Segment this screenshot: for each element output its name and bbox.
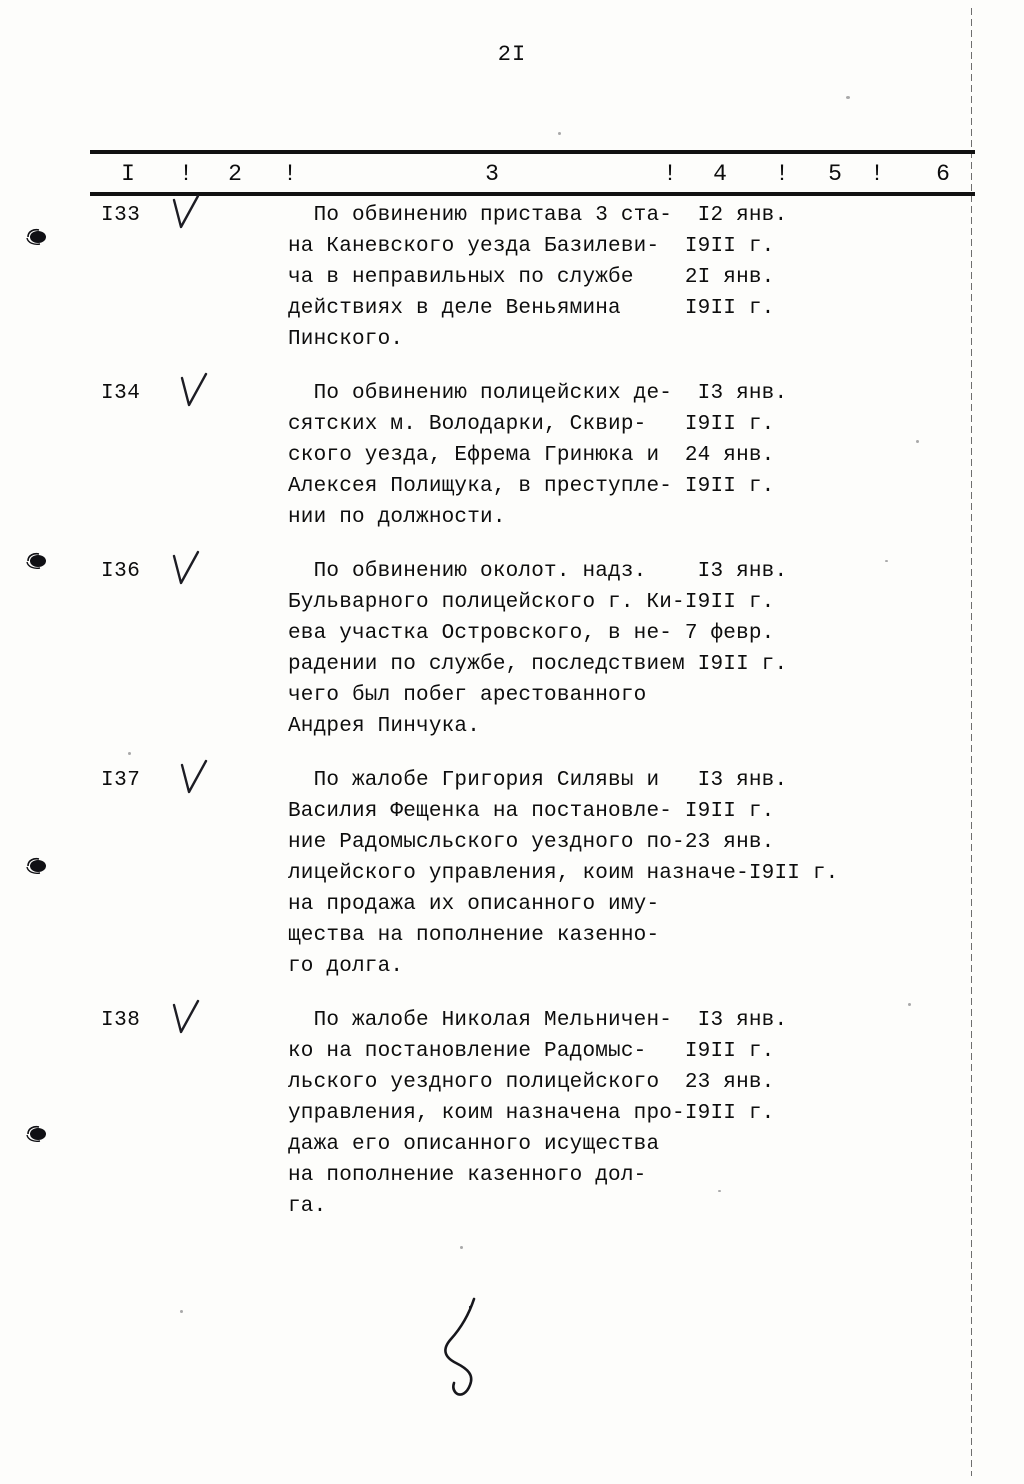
entry-text-line: Андрея Пинчука. bbox=[288, 715, 481, 738]
entry-text-line: управления, коим назначена про-I9II г. bbox=[288, 1102, 775, 1125]
entry-number: I33 bbox=[101, 204, 141, 227]
scan-speck bbox=[908, 1003, 911, 1006]
entry-text-line: дажа его описанного исущества bbox=[288, 1133, 660, 1156]
column-header-1: I bbox=[121, 161, 135, 187]
column-header-3: 3 bbox=[485, 161, 499, 187]
register-entry bbox=[0, 765, 1024, 982]
page-number: 2I bbox=[497, 42, 527, 67]
entry-text-line: на продажа их описанного иму- bbox=[288, 893, 660, 916]
margin-ink-blot-4 bbox=[24, 1125, 50, 1143]
register-entry bbox=[0, 378, 1024, 533]
entry-text-line: Василия Фещенка на постановле- I9II г. bbox=[288, 800, 775, 823]
entry-number: I36 bbox=[101, 560, 141, 583]
column-separator-2: ! bbox=[283, 161, 297, 187]
handwritten-check-icon bbox=[168, 999, 202, 1039]
entry-text-line: ние Радомысльского уездного по-23 янв. bbox=[288, 831, 775, 854]
table-column-header-band bbox=[90, 150, 975, 196]
entry-text-line: щества на пополнение казенно- bbox=[288, 924, 660, 947]
entry-text-line: на Каневского уезда Базилеви- I9II г. bbox=[288, 235, 775, 258]
handwritten-check-icon bbox=[176, 759, 210, 799]
scan-speck bbox=[718, 1190, 721, 1192]
column-header-2: 2 bbox=[228, 161, 242, 187]
margin-ink-blot-2 bbox=[24, 552, 50, 570]
entry-text-line: По обвинению пристава 3 ста- I2 янв. bbox=[288, 204, 788, 227]
handwritten-check-icon bbox=[168, 194, 202, 234]
entry-text-line: Бульварного полицейского г. Ки-I9II г. bbox=[288, 591, 775, 614]
entry-text-line: нии по должности. bbox=[288, 506, 506, 529]
entry-text-line: лицейского управления, коим назначе-I9II г. bbox=[288, 862, 839, 885]
handwritten-check-icon bbox=[176, 372, 210, 412]
entry-text-line: действиях в деле Веньямина I9II г. bbox=[288, 297, 775, 320]
entry-text-block bbox=[288, 556, 978, 742]
entry-text-line: чего был побег арестованного bbox=[288, 684, 647, 707]
scan-speck bbox=[558, 132, 561, 135]
register-entry bbox=[0, 1005, 1024, 1222]
entry-text-line: Пинского. bbox=[288, 328, 404, 351]
scan-speck bbox=[460, 1246, 463, 1249]
entry-text-line: на пополнение казенного дол- bbox=[288, 1164, 647, 1187]
column-header-6: 6 bbox=[936, 161, 950, 187]
scan-speck bbox=[916, 440, 919, 443]
entry-text-line: го долга. bbox=[288, 955, 404, 978]
column-separator-3: ! bbox=[663, 161, 677, 187]
register-entry bbox=[0, 556, 1024, 742]
scan-speck bbox=[180, 1310, 183, 1313]
entry-text-line: ева участка Островского, в не- 7 февр. bbox=[288, 622, 775, 645]
entry-text-line: га. bbox=[288, 1195, 327, 1218]
register-entry bbox=[0, 200, 1024, 355]
entry-text-line: радении по службе, последствием I9II г. bbox=[288, 653, 788, 676]
entry-text-line: По обвинению околот. надз. I3 янв. bbox=[288, 560, 788, 583]
entry-text-block bbox=[288, 765, 978, 982]
entry-number: I38 bbox=[101, 1009, 141, 1032]
column-header-5: 5 bbox=[828, 161, 842, 187]
entry-text-line: льского уездного полицейского 23 янв. bbox=[288, 1071, 775, 1094]
column-separator-1: ! bbox=[179, 161, 193, 187]
entry-number: I37 bbox=[101, 769, 141, 792]
entry-number: I34 bbox=[101, 382, 141, 405]
handwritten-check-icon bbox=[168, 550, 202, 590]
entry-text-line: По обвинению полицейских де- I3 янв. bbox=[288, 382, 788, 405]
entry-text-line: ского уезда, Ефрема Гринюка и 24 янв. bbox=[288, 444, 775, 467]
entry-text-line: сятских м. Володарки, Сквир- I9II г. bbox=[288, 413, 775, 436]
scan-speck bbox=[885, 560, 888, 562]
entry-text-line: ко на постановление Радомыс- I9II г. bbox=[288, 1040, 775, 1063]
column-header-4: 4 bbox=[713, 161, 727, 187]
entry-text-line: По жалобе Григория Силявы и I3 янв. bbox=[288, 769, 788, 792]
entry-text-line: ча в неправильных по службе 2I янв. bbox=[288, 266, 775, 289]
entry-text-block bbox=[288, 1005, 978, 1222]
column-separator-4: ! bbox=[775, 161, 789, 187]
scan-speck bbox=[128, 752, 131, 755]
scan-speck bbox=[846, 96, 850, 99]
margin-ink-blot-1 bbox=[24, 228, 50, 246]
margin-ink-blot-3 bbox=[24, 857, 50, 875]
entry-text-line: По жалобе Николая Мельничен- I3 янв. bbox=[288, 1009, 788, 1032]
column-separator-5: ! bbox=[870, 161, 884, 187]
entry-text-line: Алексея Полищука, в преступле- I9II г. bbox=[288, 475, 775, 498]
entry-text-block bbox=[288, 378, 978, 533]
entry-text-block bbox=[288, 200, 978, 355]
register-entry-list bbox=[0, 200, 1024, 1245]
handwritten-squiggle-mark bbox=[432, 1295, 512, 1405]
